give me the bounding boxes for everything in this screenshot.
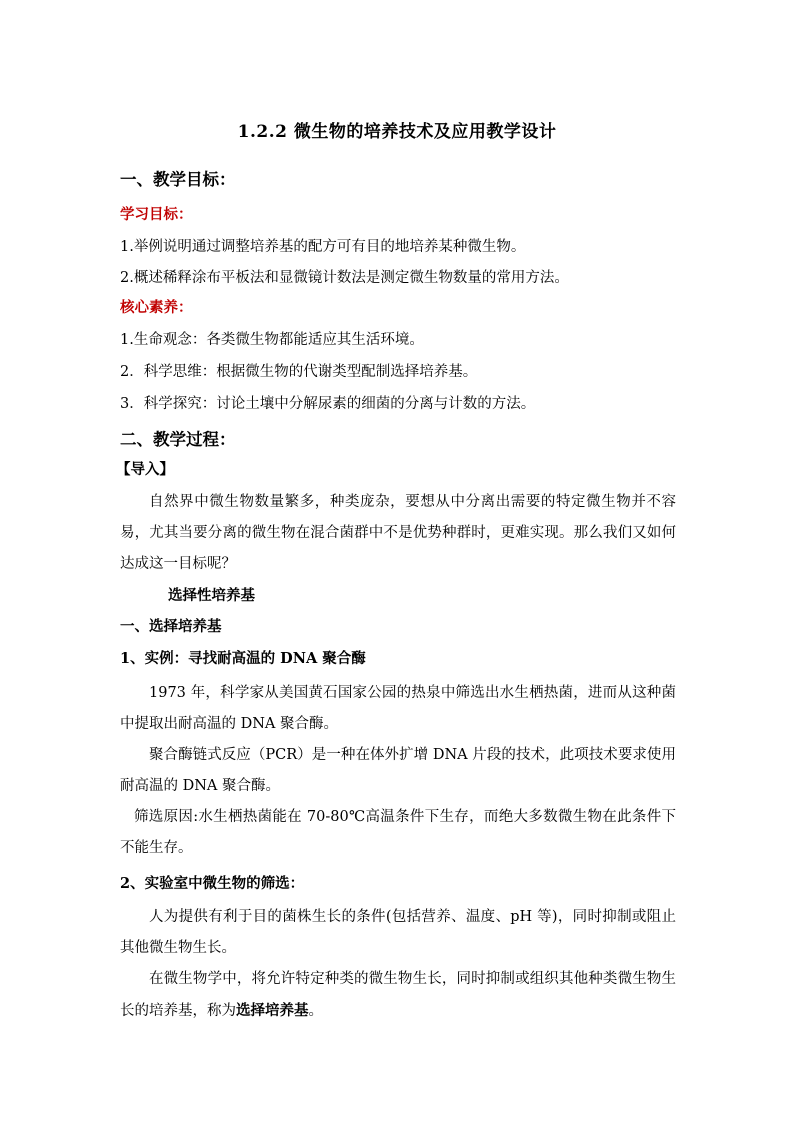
learning-goal-item: 2.概述稀释涂布平板法和显微镜计数法是测定微生物数量的常用方法。 xyxy=(120,270,569,286)
core-literacy-label: 核心素养： xyxy=(120,299,193,316)
intro-paragraph: 自然界中微生物数量繁多，种类庞杂，要想从中分离出需要的特定微生物并不容易，尤其当要分离的微生物在混合菌群中不是优势种群时，更难实现。那么我们又如何达成这一目标呢？ xyxy=(120,494,676,572)
learning-goals-label: 学习目标： xyxy=(120,206,193,223)
definition-term: 选择培养基 xyxy=(236,1002,309,1019)
core-literacy-item: 1.生命观念：各类微生物都能适应其生活环境。 xyxy=(120,332,424,348)
core-literacy-item: 2．科学思维：根据微生物的代谢类型配制选择培养基。 xyxy=(120,364,478,380)
document-title: 1.2.2 微生物的培养技术及应用教学设计 xyxy=(237,122,557,142)
paragraph-lab-conditions: 人为提供有利于目的菌株生长的条件(包括营养、温度、pH 等)，同时抑制或阻止其他微生物生长。 xyxy=(120,909,676,956)
paragraph-screening-reason: 筛选原因:水生栖热菌能在 70-80℃高温条件下生存，而绝大多数微生物在此条件下不能生存。 xyxy=(120,809,676,856)
section-heading-process: 二、教学过程： xyxy=(120,430,236,449)
example-heading: 1、实例：寻找耐高温的 DNA 聚合酶 xyxy=(120,650,366,667)
intro-label: 【导入】 xyxy=(116,461,174,478)
paragraph-pcr: 聚合酶链式反应（PCR）是一种在体外扩增 DNA 片段的技术，此项技术要求使用耐高温的 DNA 聚合酶。 xyxy=(120,747,676,794)
definition-text: 在微生物学中，将允许特定种类的微生物生长，同时抑制或组织其他种类微生物生长的培养基，称为 xyxy=(120,971,676,1019)
definition-end: 。 xyxy=(308,1003,323,1019)
section-heading-goals: 一、教学目标： xyxy=(120,170,236,189)
sub-heading-selective-medium: 一、选择培养基 xyxy=(120,618,222,635)
core-literacy-item: 3．科学探究：讨论土壤中分解尿素的细菌的分离与计数的方法。 xyxy=(120,396,536,412)
paragraph-selective-definition xyxy=(120,964,676,1027)
paragraph-1973: 1973 年，科学家从美国黄石国家公园的热泉中筛选出水生栖热菌，进而从这种菌中提取出耐高温的 DNA 聚合酶。 xyxy=(120,685,676,732)
subtitle-selective-medium: 选择性培养基 xyxy=(168,587,255,604)
lab-heading: 2、实验室中微生物的筛选： xyxy=(120,875,305,892)
learning-goal-item: 1.举例说明通过调整培养基的配方可有目的地培养某种微生物。 xyxy=(120,239,526,255)
